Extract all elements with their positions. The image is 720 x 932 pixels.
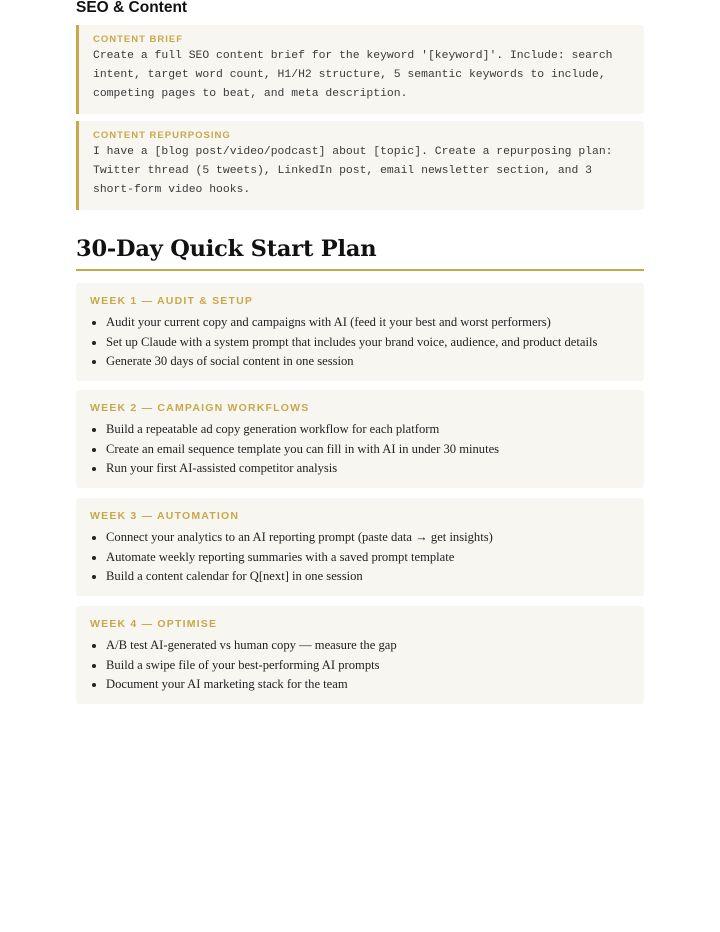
week-label: WEEK 3 — AUTOMATION [90,510,240,522]
week-label: WEEK 2 — CAMPAIGN WORKFLOWS [90,402,310,414]
bullet-icon [92,664,96,668]
list-item [90,333,630,353]
list-item-text: Create an email sequence template you can fill in with AI in under 30 minutes [106,441,500,456]
list-item-text: Document your AI marketing stack for the team [106,677,348,692]
week-label: WEEK 4 — OPTIMISE [90,618,218,630]
week-task-list [90,313,630,372]
bullet-icon [92,683,96,687]
prompt-text: I have a [blog post/video/podcast] about [topic]. Create a repurposing plan: Twitter thread (5 tweets), LinkedIn post, email newsletter section, and 3 short-form video hooks. [93,146,613,196]
list-item [90,567,630,587]
list-item-text: Set up Claude with a system prompt that includes your brand voice, audience, and product details [106,334,598,349]
list-item [90,440,630,460]
week-label: WEEK 1 — AUDIT & SETUP [90,295,254,307]
week-card-1 [76,283,644,381]
bullet-icon [92,536,96,540]
plan-title: 30-Day Quick Start Plan [76,236,377,262]
bullet-icon [92,428,96,432]
list-item [90,636,630,656]
prompt-text: Create a full SEO content brief for the keyword '[keyword]'. Include: search intent, target word count, H1/H2 structure, 5 semantic keywords to include, competing pages to beat, and meta description. [93,50,613,100]
week-card-2 [76,390,644,488]
prompt-box-content-brief [76,25,644,114]
week-task-list [90,420,630,479]
week-task-list [90,528,630,587]
bullet-icon [92,321,96,325]
section-heading: SEO & Content [76,0,188,16]
list-item [90,656,630,676]
bullet-icon [92,448,96,452]
list-item-text: Build a repeatable ad copy generation workflow for each platform [106,422,440,436]
prompt-label: CONTENT BRIEF [93,34,184,45]
bullet-icon [92,575,96,579]
bullet-icon [92,360,96,364]
list-item-text: Automate weekly reporting summaries with a saved prompt template [106,549,455,564]
week-task-list [90,636,630,695]
list-item-text: Build a content calendar for Q[next] in one session [106,569,363,584]
bullet-icon [92,467,96,471]
list-item-text: Connect your analytics to an AI reporting prompt (paste data → get insights) [106,530,493,544]
list-item [90,352,630,372]
bullet-icon [92,341,96,345]
list-item-text: Audit your current copy and campaigns with AI (feed it your best and worst performers) [106,315,551,329]
list-item [90,313,630,333]
list-item [90,675,630,695]
week-card-3 [76,498,644,596]
list-item-text: Run your first AI-assisted competitor analysis [106,461,338,476]
week-card-4 [76,606,644,704]
bullet-icon [92,556,96,560]
prompt-box-content-repurposing [76,121,644,210]
list-item [90,548,630,568]
list-item [90,528,630,548]
bullet-icon [92,644,96,648]
list-item-text: A/B test AI-generated vs human copy — measure the gap [106,638,397,652]
list-item-text: Generate 30 days of social content in one session [106,354,354,369]
list-item [90,459,630,479]
title-divider [76,269,644,271]
list-item [90,420,630,440]
prompt-label: CONTENT REPURPOSING [93,130,231,141]
list-item-text: Build a swipe file of your best-performing AI prompts [106,657,380,672]
